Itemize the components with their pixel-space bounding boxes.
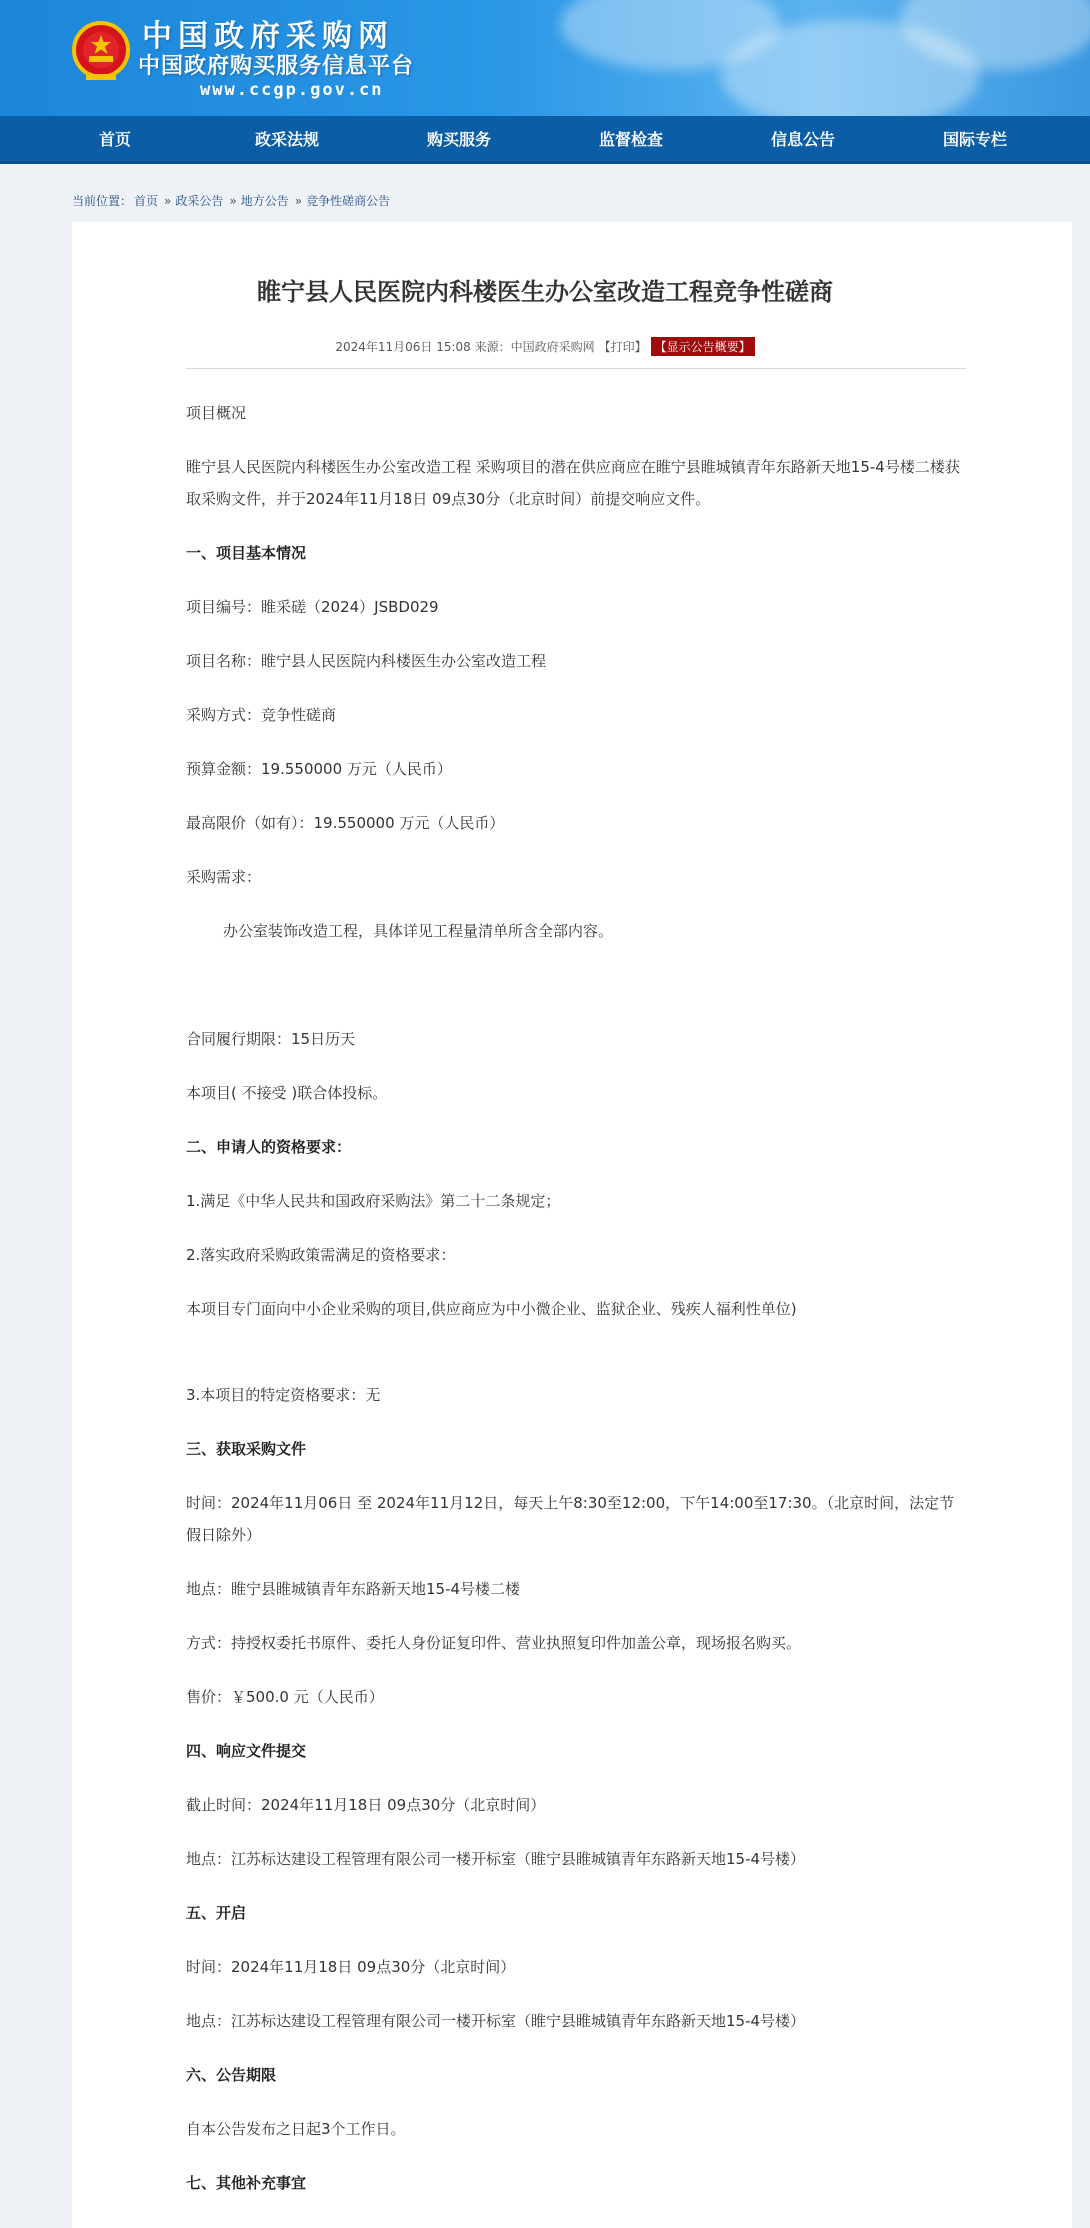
contract-period: 合同履行期限：15日历天 bbox=[186, 1030, 356, 1048]
section-heading-opening: 五、开启 bbox=[186, 1904, 247, 1922]
procurement-requirements-text: 办公室装饰改造工程，具体详见工程量清单所含全部内容。 bbox=[223, 922, 614, 940]
document-price: 售价：￥500.0 元（人民币） bbox=[186, 1688, 384, 1706]
sme-requirement: 本项目专门面向中小企业采购的项目,供应商应为中小微企业、监狱企业、残疾人福利性单位) bbox=[186, 1300, 797, 1318]
qualification-item-2: 2.落实政府采购政策需满足的资格要求： bbox=[186, 1246, 456, 1264]
opening-location: 地点：江苏标达建设工程管理有限公司一楼开标室（睢宁县睢城镇青年东路新天地15-4号楼） bbox=[186, 2012, 806, 2030]
nav-purchase-services[interactable]: 购买服务 bbox=[426, 130, 491, 149]
breadcrumb-label: 当前位置： bbox=[72, 194, 133, 208]
section-heading-qualifications: 二、申请人的资格要求： bbox=[186, 1138, 352, 1156]
section-heading-obtain-documents: 三、获取采购文件 bbox=[186, 1440, 307, 1458]
site-subtitle: 中国政府购买服务信息平台 bbox=[138, 54, 415, 79]
obtain-method: 方式：持授权委托书原件、委托人身份证复印件、营业执照复印件加盖公章，现场报名购买。 bbox=[186, 1634, 802, 1652]
nav-supervision[interactable]: 监督检查 bbox=[598, 130, 663, 149]
qualification-item-3: 3.本项目的特定资格要求：无 bbox=[186, 1386, 381, 1404]
title-divider bbox=[186, 368, 966, 369]
obtain-location: 地点：睢宁县睢城镇青年东路新天地15-4号楼二楼 bbox=[186, 1580, 521, 1598]
qualification-item-1: 1.满足《中华人民共和国政府采购法》第二十二条规定； bbox=[186, 1192, 561, 1210]
breadcrumb-item-consultation[interactable]: 竞争性磋商公告 bbox=[306, 194, 391, 208]
opening-time: 时间：2024年11月18日 09点30分（北京时间） bbox=[186, 1958, 516, 1976]
breadcrumb bbox=[72, 192, 392, 209]
nav-international[interactable]: 国际专栏 bbox=[942, 130, 1007, 149]
show-summary-button[interactable]: 【显示公告概要】 bbox=[651, 337, 755, 356]
project-overview-label: 项目概况 bbox=[186, 404, 247, 422]
main-navigation bbox=[0, 116, 1090, 164]
overview-paragraph: 睢宁县人民医院内科楼医生办公室改造工程 采购项目的潜在供应商应在睢宁县睢城镇青年东路新天地15-4号楼二楼获取采购文件，并于2024年11月18日 09点30分（北京时间）前提交响应文件。 bbox=[186, 458, 960, 508]
breadcrumb-separator: » bbox=[164, 194, 172, 208]
breadcrumb-separator: » bbox=[229, 194, 237, 208]
max-price: 最高限价（如有）：19.550000 万元（人民币） bbox=[186, 814, 505, 832]
breadcrumb-item-local[interactable]: 地方公告 bbox=[240, 194, 289, 208]
site-header-banner bbox=[0, 0, 1090, 116]
project-name: 项目名称：睢宁县人民医院内科楼医生办公室改造工程 bbox=[186, 652, 547, 670]
submission-location: 地点：江苏标达建设工程管理有限公司一楼开标室（睢宁县睢城镇青年东路新天地15-4号楼） bbox=[186, 1850, 806, 1868]
obtain-time: 时间：2024年11月06日 至 2024年11月12日，每天上午8:30至12:00，下午14:00至17:30。（北京时间，法定节假日除外） bbox=[186, 1494, 955, 1544]
nav-regulations[interactable]: 政采法规 bbox=[254, 130, 319, 149]
section-heading-notice-period: 六、公告期限 bbox=[186, 2066, 277, 2084]
procurement-requirements-label: 采购需求： bbox=[186, 868, 262, 886]
section-heading-basic-info: 一、项目基本情况 bbox=[186, 544, 307, 562]
national-emblem-icon[interactable] bbox=[72, 20, 130, 84]
breadcrumb-item-announcements[interactable]: 政采公告 bbox=[175, 194, 224, 208]
article-meta bbox=[0, 337, 1090, 356]
publish-info: 2024年11月06日 15:08 来源：中国政府采购网 bbox=[335, 340, 595, 354]
article-title: 睢宁县人民医院内科楼医生办公室改造工程竞争性磋商 bbox=[257, 278, 833, 306]
submission-deadline: 截止时间：2024年11月18日 09点30分（北京时间） bbox=[186, 1796, 546, 1814]
nav-home[interactable]: 首页 bbox=[98, 130, 131, 149]
section-heading-submission: 四、响应文件提交 bbox=[186, 1742, 307, 1760]
procurement-method: 采购方式：竞争性磋商 bbox=[186, 706, 337, 724]
budget-amount: 预算金额：19.550000 万元（人民币） bbox=[186, 760, 452, 778]
nav-announcements[interactable]: 信息公告 bbox=[770, 130, 835, 149]
breadcrumb-item-home[interactable]: 首页 bbox=[134, 194, 159, 208]
print-link[interactable]: 【打印】 bbox=[598, 340, 647, 354]
section-heading-other-matters: 七、其他补充事宜 bbox=[186, 2174, 307, 2192]
consortium-bidding: 本项目( 不接受 )联合体投标。 bbox=[186, 1084, 388, 1102]
project-number: 项目编号：睢采磋（2024）JSBD029 bbox=[186, 598, 439, 616]
breadcrumb-separator: » bbox=[294, 194, 303, 208]
site-url[interactable]: www.ccgp.gov.cn bbox=[200, 80, 384, 100]
site-title[interactable]: 中国政府采购网 bbox=[142, 19, 394, 54]
notice-period-text: 自本公告发布之日起3个工作日。 bbox=[186, 2120, 406, 2138]
